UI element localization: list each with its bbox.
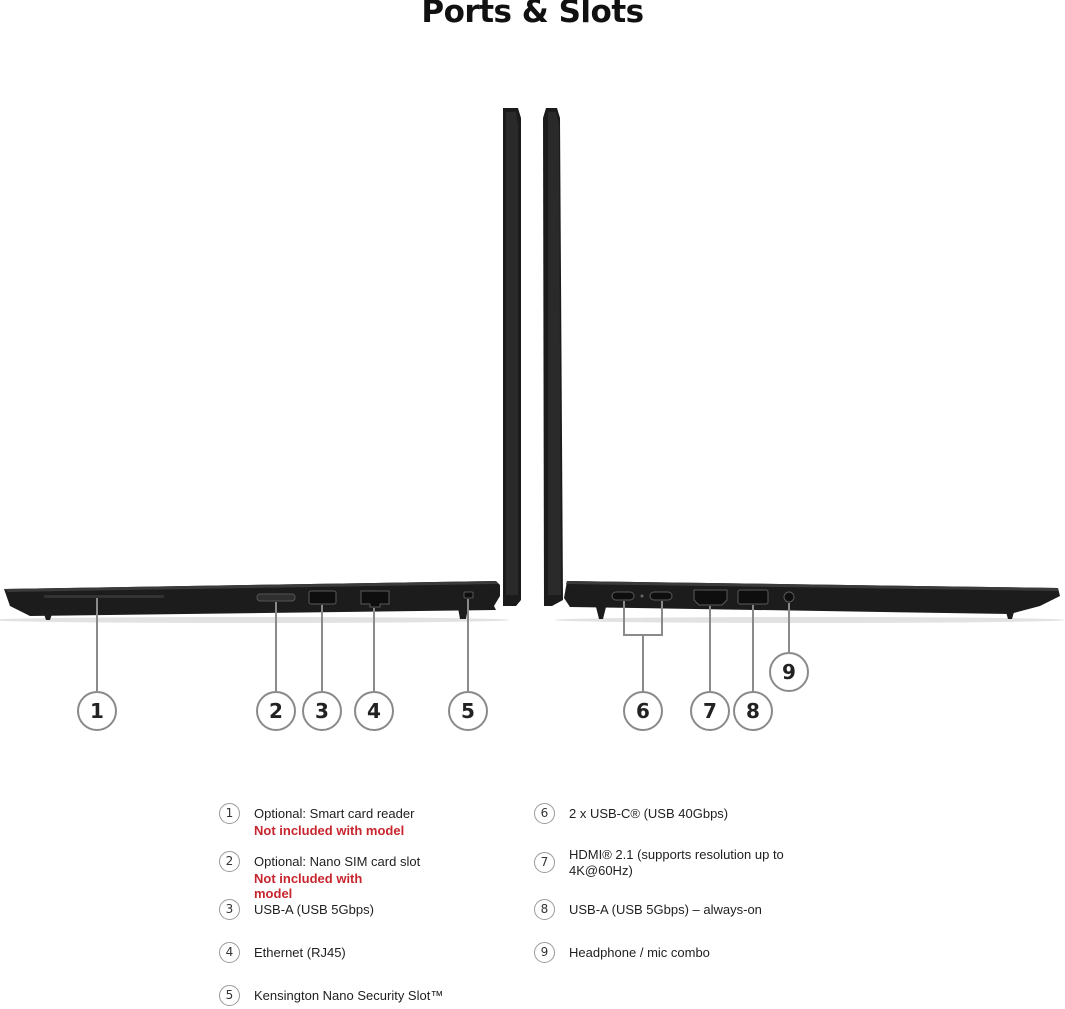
callout-label-4: 4 [367,699,381,723]
usb-a-port-right [738,590,768,604]
legend-number: 9 [534,942,555,963]
legend-number: 2 [219,851,240,872]
legend-label: Headphone / mic combo [569,945,710,960]
legend-number: 4 [219,942,240,963]
legend-label: Optional: Smart card reader [254,806,415,821]
legend-number: 8 [534,899,555,920]
page-title: Ports & Slots [421,0,644,30]
callout-label-5: 5 [461,699,475,723]
usb-c-port-1 [612,592,634,600]
legend-note: Not included with model [254,871,363,901]
right-laptop [543,108,1065,623]
legend-note: Not included with model [254,823,405,838]
legend-label: Kensington Nano Security Slot™ [254,988,444,1003]
callout-label-2: 2 [269,699,283,723]
legend-number: 6 [534,803,555,824]
legend-label: USB-A (USB 5Gbps) – always-on [569,902,762,917]
legend-label: USB-A (USB 5Gbps) [254,902,374,917]
legend-number: 5 [219,985,240,1006]
legend-label: HDMI® 2.1 (supports resolution up to 4K@60Hz) [569,847,784,878]
nano-sim-slot [257,594,295,601]
callout-label-7: 7 [703,699,717,723]
left-laptop [0,108,521,623]
callout-label-3: 3 [315,699,329,723]
headphone-jack [784,592,794,602]
legend-label: Optional: Nano SIM card slot [254,854,421,869]
callout-label-9: 9 [782,660,796,684]
callout-label-8: 8 [746,699,760,723]
legend-number: 3 [219,899,240,920]
smart-card-slot [44,595,164,598]
hdmi-port [694,590,727,605]
legend-number: 7 [534,852,555,873]
legend-label: 2 x USB-C® (USB 40Gbps) [569,806,729,821]
callout-label-6: 6 [636,699,650,723]
kensington-slot [464,592,473,598]
usb-a-port-left [309,591,336,604]
legend-number: 1 [219,803,240,824]
callout-label-1: 1 [90,699,104,723]
legend-label: Ethernet (RJ45) [254,945,346,960]
usb-c-port-2 [650,592,672,600]
